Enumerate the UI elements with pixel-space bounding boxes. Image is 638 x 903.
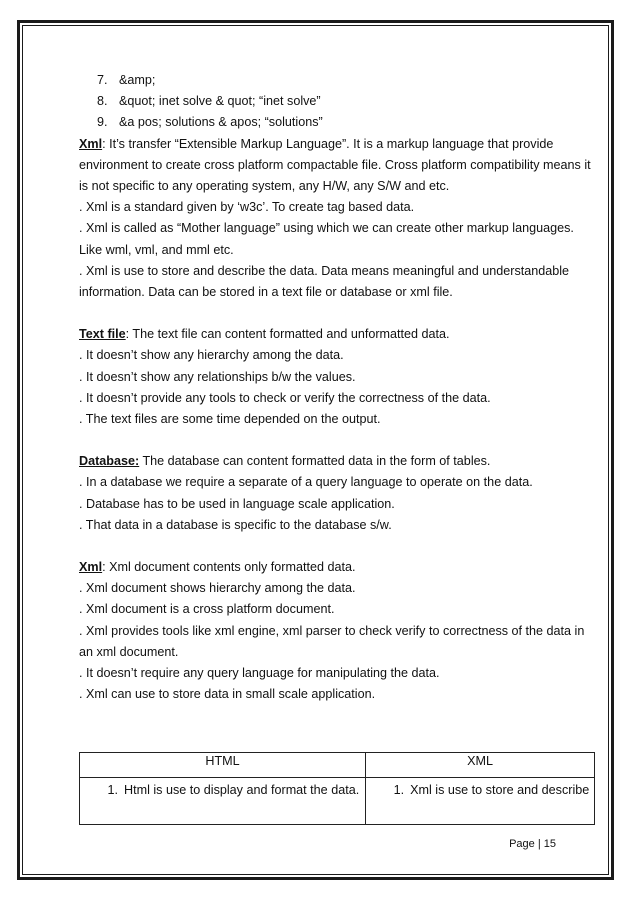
comparison-table <box>79 752 595 825</box>
bullet-line: . Xml provides tools like xml engine, xml parser to check verify to correctness of the data in an xml document. <box>79 623 585 659</box>
table-header-row <box>80 753 595 778</box>
bullet-line: . It doesn’t require any query language for manipulating the data. <box>79 666 440 681</box>
bullet-line: . Xml is called as “Mother language” using which we can create other markup languages. Like wml, vml, and mml etc. <box>79 221 574 257</box>
xml-doc-paragraph: Xml: Xml document contents only formatted data. <box>79 560 356 575</box>
bullet-line: . It doesn’t show any hierarchy among the data. <box>79 348 344 363</box>
bullet-line: . Xml document shows hierarchy among the data. <box>79 581 356 596</box>
bullet-line: . It doesn’t show any relationships b/w the values. <box>79 369 356 384</box>
table-row <box>80 778 595 825</box>
table-header-html: HTML <box>80 753 366 778</box>
bullet-line: . Database has to be used in language scale application. <box>79 496 395 511</box>
bullet-line: . Xml document is a cross platform document. <box>79 602 335 617</box>
database-paragraph: Database: The database can content formatted data in the form of tables. <box>79 454 491 469</box>
database-heading: Database: <box>79 454 140 469</box>
xml-intro-paragraph: Xml: It’s transfer “Extensible Markup Language”. It is a markup language that provide environment to create cross platform compactable file. Cross platform compatibility means it is not specific to any operating system, any H/W, any S/W and etc. <box>79 136 591 194</box>
bullet-line: . Xml is a standard given by ‘w3c’. To create tag based data. <box>79 200 415 215</box>
bullet-line: . In a database we require a separate of a query language to operate on the data. <box>79 475 533 490</box>
table-cell: 1. Html is use to display and format the data. <box>80 778 366 825</box>
bullet-line: . Xml is use to store and describe the data. Data means meaningful and understandable information. Data can be stored in a text file or database or xml file. <box>79 263 570 300</box>
xml-doc-heading: Xml <box>79 560 103 575</box>
bullet-line: . It doesn’t provide any tools to check or verify the correctness of the data. <box>79 390 491 405</box>
list-item: 9. &a pos; solutions & apos; “solutions” <box>97 115 323 130</box>
xml-heading: Xml <box>79 136 103 151</box>
text-file-heading: Text file <box>79 327 126 342</box>
numbered-list <box>79 70 599 134</box>
bullet-line: . That data in a database is specific to the database s/w. <box>79 517 392 532</box>
page-number: Page | 15 <box>509 838 556 850</box>
text-file-paragraph: Text file: The text file can content formatted and unformatted data. <box>79 327 450 342</box>
table-header-xml: XML <box>366 753 595 778</box>
list-item: 7. &amp; <box>97 73 156 87</box>
document-body <box>79 70 599 705</box>
list-item: 8. &quot; inet solve & quot; “inet solve” <box>97 94 321 109</box>
table-cell: 1. Xml is use to store and describe <box>366 778 595 825</box>
bullet-line: . Xml can use to store data in small scale application. <box>79 687 376 702</box>
bullet-line: . The text files are some time depended on the output. <box>79 412 381 427</box>
